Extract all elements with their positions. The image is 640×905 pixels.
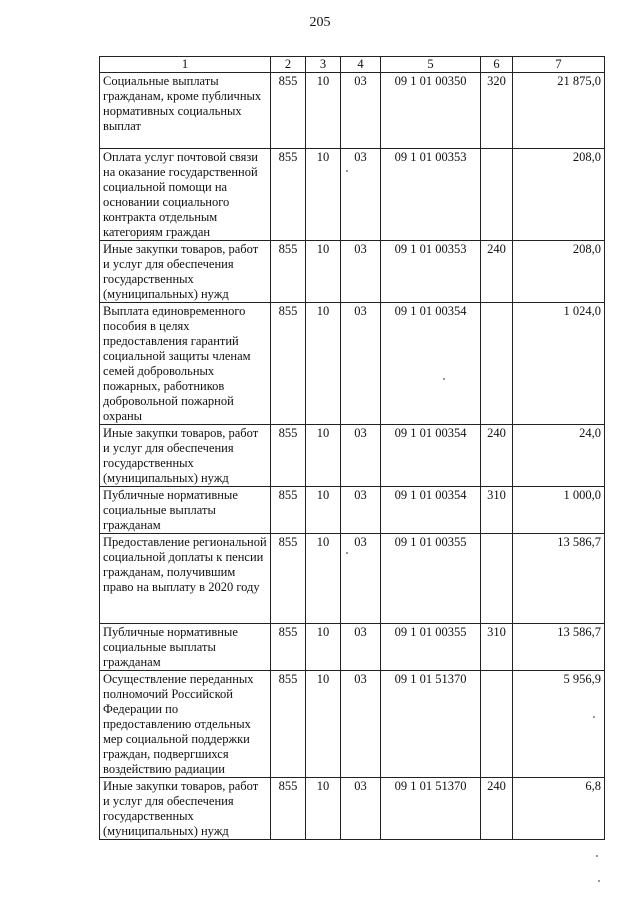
table-header-row — [100, 57, 605, 73]
page-number: 205 — [309, 15, 331, 30]
row-name-cell: Иные закупки товаров, работ и услуг для обеспечения государственных (муниципальных) нужд — [100, 778, 271, 840]
table-row — [100, 534, 605, 624]
row-subsection-code: 03 — [341, 73, 381, 149]
scan-speck — [593, 716, 595, 718]
row-name-cell: Иные закупки товаров, работ и услуг для обеспечения государственных (муниципальных) нужд — [100, 425, 271, 487]
row-subsection-code: 03 — [341, 303, 381, 425]
row-amount: 208,0 — [513, 149, 605, 241]
row-subsection-code: 03 — [341, 671, 381, 778]
scan-speck — [346, 170, 348, 172]
row-ministry-code: 855 — [271, 149, 306, 241]
row-target-article: 09 1 01 00355 — [381, 624, 481, 671]
row-target-article: 09 1 01 00350 — [381, 73, 481, 149]
row-section-code: 10 — [306, 241, 341, 303]
row-amount: 24,0 — [513, 425, 605, 487]
row-subsection-code: 03 — [341, 241, 381, 303]
row-section-code: 10 — [306, 73, 341, 149]
row-expense-type — [481, 671, 513, 778]
scan-speck — [443, 378, 445, 380]
row-subsection-code: 03 — [341, 624, 381, 671]
row-name-cell: Осуществление переданных полномочий Российской Федерации по предоставлению отдельных мер социальной поддержки граждан, подвергшихся воздействию радиации — [100, 671, 271, 778]
row-target-article: 09 1 01 00354 — [381, 425, 481, 487]
row-ministry-code: 855 — [271, 624, 306, 671]
budget-table — [99, 56, 605, 840]
row-target-article: 09 1 01 00354 — [381, 487, 481, 534]
row-section-code: 10 — [306, 149, 341, 241]
row-ministry-code: 855 — [271, 425, 306, 487]
row-name-cell: Оплата услуг почтовой связи на оказание государственной социальной помощи на основании социального контракта отдельным категориям граждан — [100, 149, 271, 241]
row-ministry-code: 855 — [271, 671, 306, 778]
row-expense-type: 240 — [481, 778, 513, 840]
row-amount: 1 000,0 — [513, 487, 605, 534]
table-row — [100, 425, 605, 487]
row-target-article: 09 1 01 00354 — [381, 303, 481, 425]
table-row — [100, 303, 605, 425]
col-header-1: 1 — [100, 57, 271, 73]
row-section-code: 10 — [306, 425, 341, 487]
scan-speck — [598, 880, 600, 882]
col-header-5: 5 — [381, 57, 481, 73]
row-amount: 13 586,7 — [513, 624, 605, 671]
row-section-code: 10 — [306, 671, 341, 778]
row-expense-type: 320 — [481, 73, 513, 149]
row-target-article: 09 1 01 00355 — [381, 534, 481, 624]
row-expense-type: 240 — [481, 425, 513, 487]
scan-speck — [346, 552, 348, 554]
table-row — [100, 73, 605, 149]
row-name-cell: Предоставление региональной социальной доплаты к пенсии гражданам, получившим право на выплату в 2020 году — [100, 534, 271, 624]
col-header-4: 4 — [341, 57, 381, 73]
row-expense-type — [481, 534, 513, 624]
scan-speck — [596, 855, 598, 857]
table-row — [100, 624, 605, 671]
table-row — [100, 671, 605, 778]
table-row — [100, 241, 605, 303]
row-expense-type: 310 — [481, 487, 513, 534]
row-name-cell: Публичные нормативные социальные выплаты гражданам — [100, 624, 271, 671]
row-amount: 6,8 — [513, 778, 605, 840]
row-section-code: 10 — [306, 487, 341, 534]
row-subsection-code: 03 — [341, 487, 381, 534]
table-row — [100, 487, 605, 534]
row-subsection-code: 03 — [341, 149, 381, 241]
row-subsection-code: 03 — [341, 425, 381, 487]
row-target-article: 09 1 01 00353 — [381, 241, 481, 303]
row-target-article: 09 1 01 51370 — [381, 778, 481, 840]
table-row — [100, 778, 605, 840]
row-target-article: 09 1 01 00353 — [381, 149, 481, 241]
row-amount: 13 586,7 — [513, 534, 605, 624]
row-ministry-code: 855 — [271, 534, 306, 624]
row-section-code: 10 — [306, 624, 341, 671]
row-amount: 1 024,0 — [513, 303, 605, 425]
col-header-7: 7 — [513, 57, 605, 73]
row-ministry-code: 855 — [271, 241, 306, 303]
row-expense-type — [481, 149, 513, 241]
row-expense-type: 310 — [481, 624, 513, 671]
row-ministry-code: 855 — [271, 778, 306, 840]
row-subsection-code: 03 — [341, 778, 381, 840]
table-row — [100, 149, 605, 241]
col-header-3: 3 — [306, 57, 341, 73]
col-header-6: 6 — [481, 57, 513, 73]
row-ministry-code: 855 — [271, 487, 306, 534]
row-name-cell: Выплата единовременного пособия в целях предоставления гарантий социальной защиты членам семей добровольных пожарных, работников добровольной пожарной охраны — [100, 303, 271, 425]
row-name-cell: Социальные выплаты гражданам, кроме публичных нормативных социальных выплат — [100, 73, 271, 149]
row-subsection-code: 03 — [341, 534, 381, 624]
row-name-cell: Публичные нормативные социальные выплаты гражданам — [100, 487, 271, 534]
row-section-code: 10 — [306, 303, 341, 425]
row-name-cell: Иные закупки товаров, работ и услуг для обеспечения государственных (муниципальных) нужд — [100, 241, 271, 303]
row-amount: 5 956,9 — [513, 671, 605, 778]
row-amount: 21 875,0 — [513, 73, 605, 149]
col-header-2: 2 — [271, 57, 306, 73]
row-amount: 208,0 — [513, 241, 605, 303]
row-section-code: 10 — [306, 778, 341, 840]
row-ministry-code: 855 — [271, 303, 306, 425]
row-ministry-code: 855 — [271, 73, 306, 149]
row-section-code: 10 — [306, 534, 341, 624]
row-expense-type: 240 — [481, 241, 513, 303]
row-expense-type — [481, 303, 513, 425]
row-target-article: 09 1 01 51370 — [381, 671, 481, 778]
